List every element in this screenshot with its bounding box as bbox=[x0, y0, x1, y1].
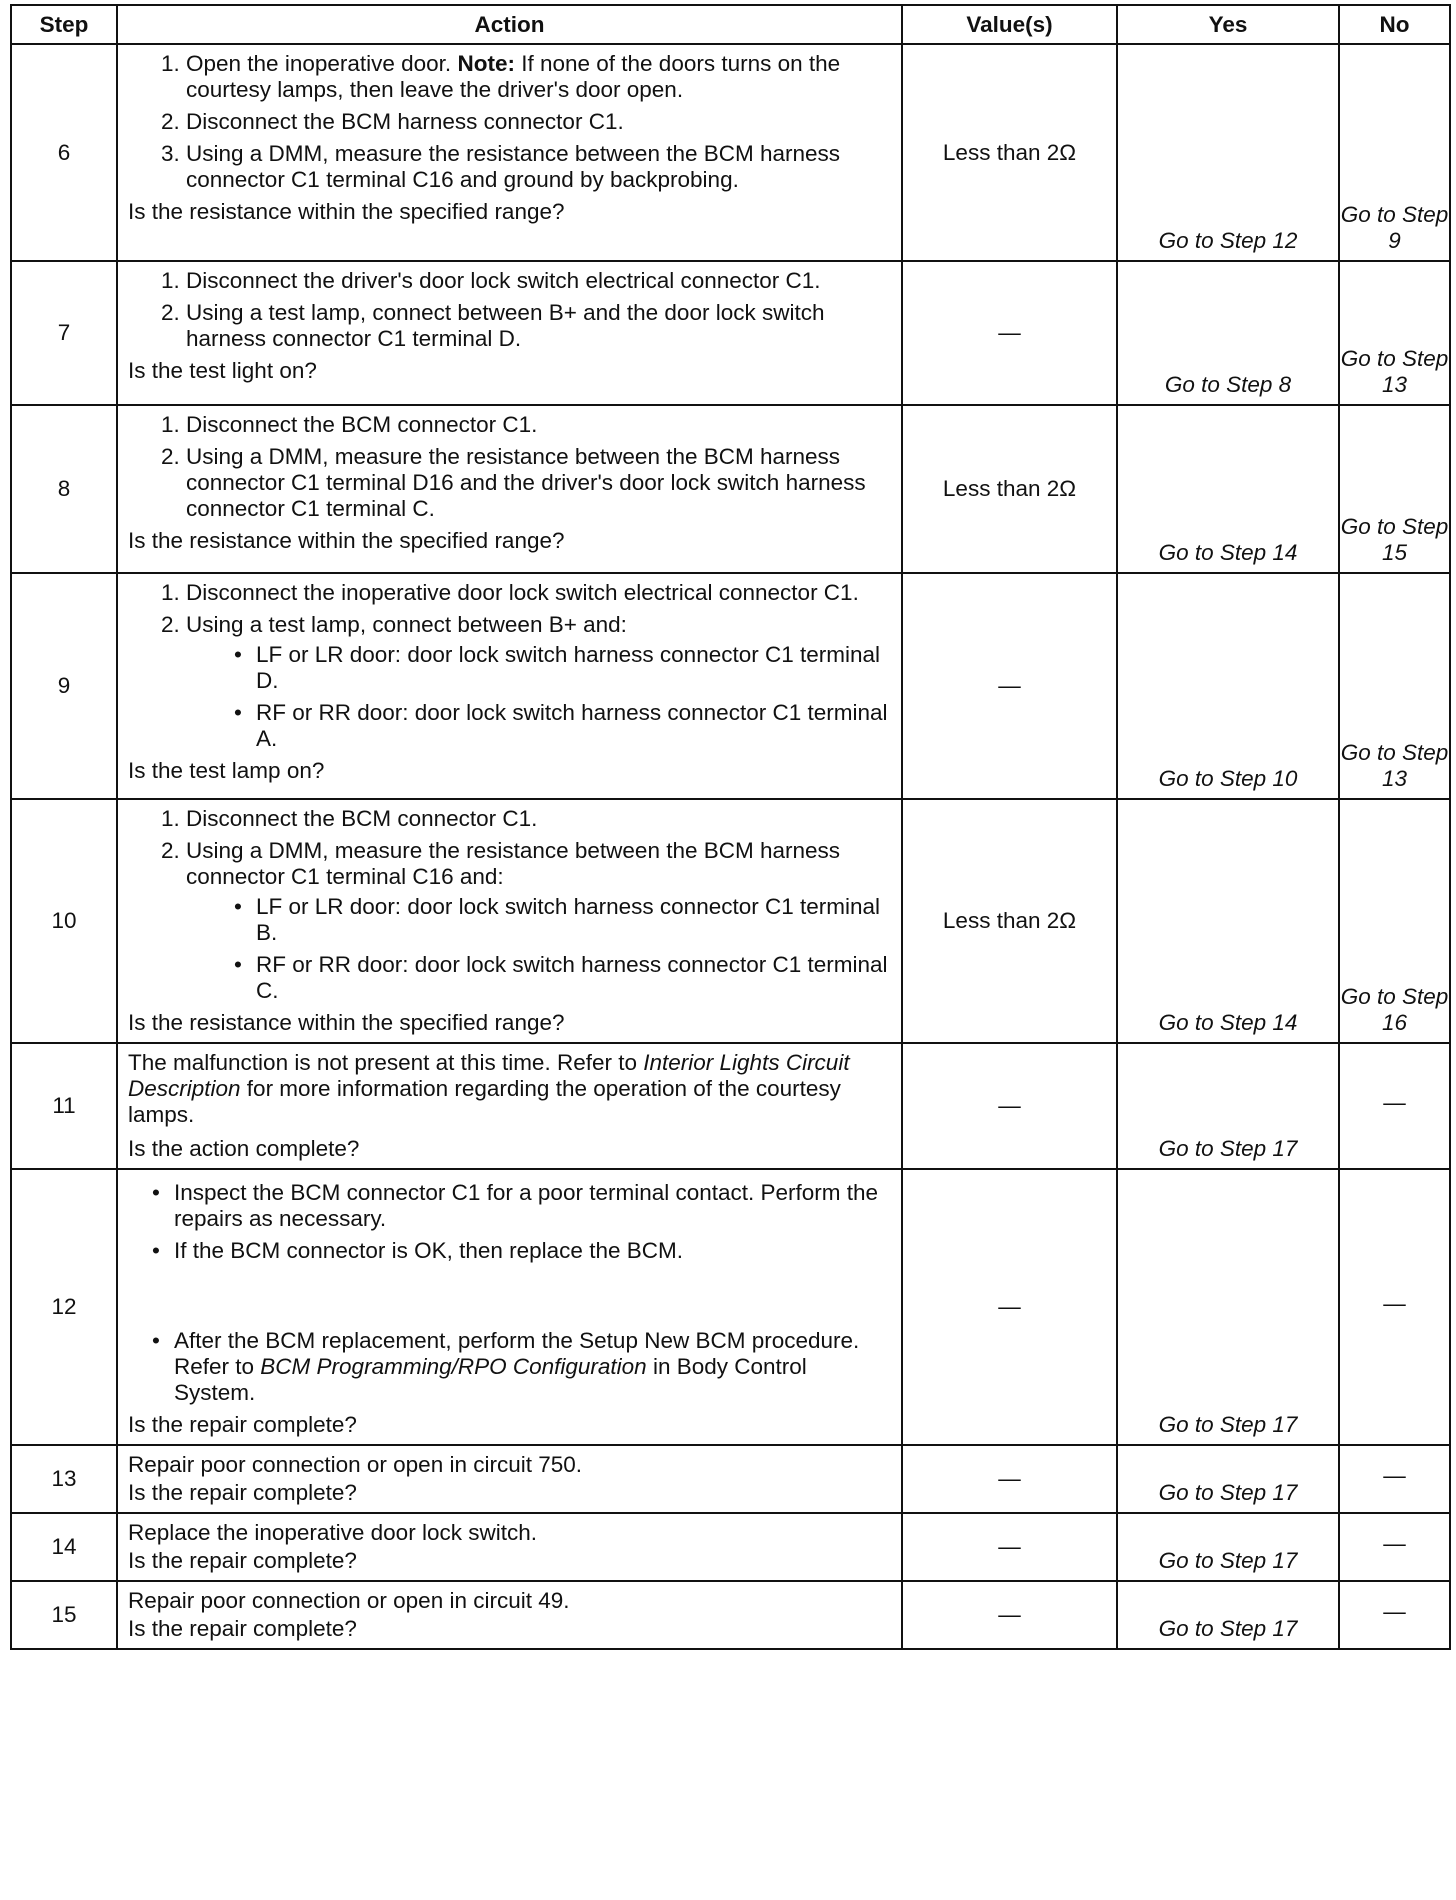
header-action: Action bbox=[117, 5, 902, 44]
instruction: 1. Disconnect the BCM connector C1. bbox=[186, 412, 891, 438]
instruction: 2. Using a DMM, measure the resistance between the BCM harness connector C1 terminal D16 and the driver's door lock switch harness connector C1 terminal C. bbox=[186, 444, 891, 522]
question: Is the test light on? bbox=[128, 358, 317, 383]
step-number: 10 bbox=[11, 799, 117, 1043]
question: Is the repair complete? bbox=[128, 1480, 357, 1505]
action-cell bbox=[117, 1445, 902, 1513]
no-link[interactable]: Go to Step 16 bbox=[1339, 799, 1450, 1043]
bullet-item: • If the BCM connector is OK, then replace the BCM. bbox=[174, 1238, 891, 1264]
bullet-item: • LF or LR door: door lock switch harness connector C1 terminal B. bbox=[256, 894, 891, 946]
header-no: No bbox=[1339, 5, 1450, 44]
instruction: 1. Open the inoperative door. Note: If none of the doors turns on the courtesy lamps, then leave the driver's door open. bbox=[186, 51, 891, 103]
value-cell: Less than 2Ω bbox=[902, 44, 1117, 261]
table-row-step-8 bbox=[11, 405, 1450, 573]
no-link[interactable]: Go to Step 15 bbox=[1339, 405, 1450, 573]
instruction: 1. Disconnect the inoperative door lock switch electrical connector C1. bbox=[186, 580, 891, 606]
action-text: Repair poor connection or open in circuit 750. bbox=[128, 1452, 583, 1477]
action-text: Repair poor connection or open in circuit 49. bbox=[128, 1588, 570, 1613]
action-cell bbox=[117, 1581, 902, 1649]
action-cell bbox=[117, 44, 902, 261]
no-value: — bbox=[1339, 1513, 1450, 1581]
bullet-item: • RF or RR door: door lock switch harness connector C1 terminal C. bbox=[256, 952, 891, 1004]
step-number: 15 bbox=[11, 1581, 117, 1649]
yes-link[interactable]: Go to Step 17 bbox=[1117, 1169, 1339, 1445]
instruction: 1. Disconnect the driver's door lock switch electrical connector C1. bbox=[186, 268, 891, 294]
header-values: Value(s) bbox=[902, 5, 1117, 44]
question: Is the repair complete? bbox=[128, 1412, 357, 1437]
action-cell bbox=[117, 261, 902, 405]
action-cell bbox=[117, 573, 902, 799]
question: Is the test lamp on? bbox=[128, 758, 325, 783]
step-number: 7 bbox=[11, 261, 117, 405]
action-cell bbox=[117, 405, 902, 573]
yes-link[interactable]: Go to Step 14 bbox=[1117, 405, 1339, 573]
step-number: 8 bbox=[11, 405, 117, 573]
value-cell: — bbox=[902, 1513, 1117, 1581]
bullet-item: • Inspect the BCM connector C1 for a poor terminal contact. Perform the repairs as necessary. bbox=[174, 1180, 891, 1232]
table-row-step-13 bbox=[11, 1445, 1450, 1513]
value-cell: — bbox=[902, 261, 1117, 405]
table-row-step-11 bbox=[11, 1043, 1450, 1169]
diagnostic-table bbox=[10, 4, 1451, 1650]
bullet-item: • After the BCM replacement, perform the Setup New BCM procedure. Refer to BCM Programming/RPO Configuration in Body Control System. bbox=[174, 1328, 891, 1406]
yes-link[interactable]: Go to Step 14 bbox=[1117, 799, 1339, 1043]
value-cell: — bbox=[902, 1169, 1117, 1445]
yes-link[interactable]: Go to Step 17 bbox=[1117, 1043, 1339, 1169]
yes-link[interactable]: Go to Step 17 bbox=[1117, 1445, 1339, 1513]
table-row-step-10 bbox=[11, 799, 1450, 1043]
step-number: 9 bbox=[11, 573, 117, 799]
no-link[interactable]: Go to Step 13 bbox=[1339, 573, 1450, 799]
instruction: 2. Using a test lamp, connect between B+ and the door lock switch harness connector C1 terminal D. bbox=[186, 300, 891, 352]
no-value: — bbox=[1339, 1581, 1450, 1649]
no-link[interactable]: Go to Step 9 bbox=[1339, 44, 1450, 261]
value-cell: — bbox=[902, 573, 1117, 799]
bullet-item: • RF or RR door: door lock switch harness connector C1 terminal A. bbox=[256, 700, 891, 752]
question: Is the resistance within the specified range? bbox=[128, 199, 565, 224]
table-row-step-9 bbox=[11, 573, 1450, 799]
step-number: 12 bbox=[11, 1169, 117, 1445]
action-cell bbox=[117, 1513, 902, 1581]
table-row-step-14 bbox=[11, 1513, 1450, 1581]
question: Is the repair complete? bbox=[128, 1548, 357, 1573]
no-link[interactable]: Go to Step 13 bbox=[1339, 261, 1450, 405]
question: Is the repair complete? bbox=[128, 1616, 357, 1641]
no-value: — bbox=[1339, 1043, 1450, 1169]
question: Is the resistance within the specified range? bbox=[128, 1010, 565, 1035]
yes-link[interactable]: Go to Step 12 bbox=[1117, 44, 1339, 261]
instruction: 2. Using a DMM, measure the resistance between the BCM harness connector C1 terminal C16 and: • LF or LR door: door lock switch harness connector C1 terminal B. • RF or RR door: door lock switch harness connector C1 terminal C. bbox=[186, 838, 891, 1004]
step-number: 11 bbox=[11, 1043, 117, 1169]
value-cell: Less than 2Ω bbox=[902, 799, 1117, 1043]
yes-link[interactable]: Go to Step 17 bbox=[1117, 1513, 1339, 1581]
action-cell bbox=[117, 799, 902, 1043]
table-row-step-6 bbox=[11, 44, 1450, 261]
value-cell: Less than 2Ω bbox=[902, 405, 1117, 573]
action-cell bbox=[117, 1043, 902, 1169]
instruction: 2. Using a test lamp, connect between B+ and: • LF or LR door: door lock switch harness connector C1 terminal D. • RF or RR door: door lock switch harness connector C1 terminal A. bbox=[186, 612, 891, 752]
header-yes: Yes bbox=[1117, 5, 1339, 44]
step-number: 13 bbox=[11, 1445, 117, 1513]
value-cell: — bbox=[902, 1581, 1117, 1649]
step-number: 14 bbox=[11, 1513, 117, 1581]
yes-link[interactable]: Go to Step 8 bbox=[1117, 261, 1339, 405]
step-number: 6 bbox=[11, 44, 117, 261]
action-cell bbox=[117, 1169, 902, 1445]
yes-link[interactable]: Go to Step 17 bbox=[1117, 1581, 1339, 1649]
question: Is the action complete? bbox=[128, 1136, 360, 1161]
instruction: 2. Disconnect the BCM harness connector C1. bbox=[186, 109, 891, 135]
action-text: The malfunction is not present at this time. Refer to Interior Lights Circuit Description for more information regarding the operation of the courtesy lamps. bbox=[128, 1050, 850, 1127]
yes-link[interactable]: Go to Step 10 bbox=[1117, 573, 1339, 799]
instruction: 1. Disconnect the BCM connector C1. bbox=[186, 806, 891, 832]
header-step: Step bbox=[11, 5, 117, 44]
bullet-item: • LF or LR door: door lock switch harness connector C1 terminal D. bbox=[256, 642, 891, 694]
no-value: — bbox=[1339, 1445, 1450, 1513]
table-row-step-15 bbox=[11, 1581, 1450, 1649]
action-text: Replace the inoperative door lock switch. bbox=[128, 1520, 537, 1545]
instruction: 3. Using a DMM, measure the resistance between the BCM harness connector C1 terminal C16 and ground by backprobing. bbox=[186, 141, 891, 193]
question: Is the resistance within the specified range? bbox=[128, 528, 565, 553]
table-row-step-7 bbox=[11, 261, 1450, 405]
value-cell: — bbox=[902, 1043, 1117, 1169]
table-row-step-12 bbox=[11, 1169, 1450, 1445]
value-cell: — bbox=[902, 1445, 1117, 1513]
no-value: — bbox=[1339, 1169, 1450, 1445]
header-row bbox=[11, 5, 1450, 44]
